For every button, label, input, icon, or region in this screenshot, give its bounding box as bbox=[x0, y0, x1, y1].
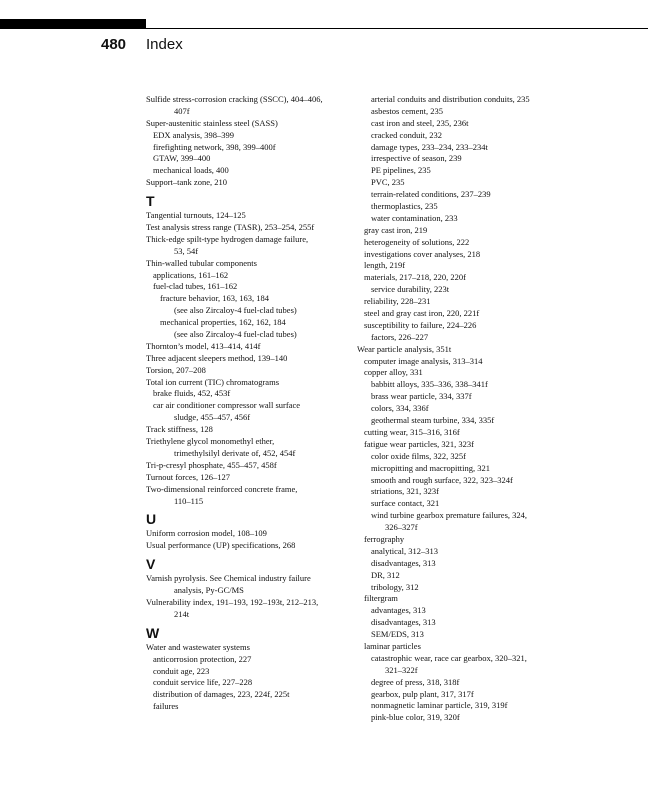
index-entry: computer image analysis, 313–314 bbox=[364, 355, 483, 366]
index-entry: PE pipelines, 235 bbox=[371, 165, 431, 176]
index-entry: PVC, 235 bbox=[371, 177, 405, 188]
index-entry: micropitting and macropitting, 321 bbox=[371, 462, 490, 473]
index-entry: pink-blue color, 319, 320f bbox=[371, 712, 460, 723]
index-entry: gray cast iron, 219 bbox=[364, 224, 428, 235]
index-column-left bbox=[146, 94, 361, 713]
index-entry: mechanical properties, 162, 162, 184 bbox=[160, 317, 286, 328]
index-entry: 214t bbox=[174, 608, 190, 619]
index-entry: Torsion, 207–208 bbox=[146, 364, 206, 375]
index-entry: Usual performance (UP) specifications, 268 bbox=[146, 540, 296, 551]
index-entry: anticorrosion protection, 227 bbox=[153, 653, 252, 664]
section-letter-t: T bbox=[146, 193, 155, 210]
index-entry: disadvantages, 313 bbox=[371, 557, 436, 568]
index-entry: Thin-walled tubular components bbox=[146, 257, 257, 268]
index-entry: Sulfide stress-corrosion cracking (SSCC), 404–406, bbox=[146, 94, 323, 104]
index-entry: surface contact, 321 bbox=[371, 498, 440, 509]
index-entry: advantages, 313 bbox=[371, 605, 426, 616]
index-entry: cutting wear, 315–316, 316f bbox=[364, 426, 460, 437]
index-entry: filtergram bbox=[364, 593, 398, 604]
index-entry: distribution of damages, 223, 224f, 225t bbox=[153, 689, 290, 700]
index-entry: failures bbox=[153, 701, 179, 712]
index-entry: nonmagnetic laminar particle, 319, 319f bbox=[371, 700, 508, 711]
index-entry: Three adjacent sleepers method, 139–140 bbox=[146, 352, 288, 363]
index-entry: factors, 226–227 bbox=[371, 331, 429, 342]
index-entry: susceptibility to failure, 224–226 bbox=[364, 319, 477, 330]
index-entry: 407f bbox=[174, 105, 190, 116]
index-entry: 321–322f bbox=[385, 664, 418, 675]
index-entry: steel and gray cast iron, 220, 221f bbox=[364, 308, 480, 319]
index-entry: Triethylene glycol monomethyl ether, bbox=[146, 436, 275, 447]
index-entry: analytical, 312–313 bbox=[371, 545, 439, 556]
index-entry: brass wear particle, 334, 337f bbox=[371, 391, 472, 402]
index-entry: materials, 217–218, 220, 220f bbox=[364, 272, 466, 283]
index-entry: fracture behavior, 163, 163, 184 bbox=[160, 293, 269, 304]
index-entry: (see also Zircaloy-4 fuel-clad tubes) bbox=[174, 305, 297, 316]
index-entry: cast iron and steel, 235, 236t bbox=[371, 117, 469, 128]
index-entry: arterial conduits and distribution conduits, 235 bbox=[371, 94, 530, 104]
index-entry: disadvantages, 313 bbox=[371, 617, 436, 628]
index-entry: geothermal steam turbine, 334, 335f bbox=[371, 415, 495, 426]
index-entry: damage types, 233–234, 233–234t bbox=[371, 141, 488, 152]
page-number: 480 bbox=[101, 36, 127, 53]
index-entry: irrespective of season, 239 bbox=[371, 153, 462, 164]
index-entry: Tri-p-cresyl phosphate, 455–457, 458f bbox=[146, 459, 277, 470]
header-rule bbox=[146, 28, 648, 29]
index-entry: gearbox, pulp plant, 317, 317f bbox=[371, 688, 474, 699]
index-entry: car air conditioner compressor wall surface bbox=[153, 400, 301, 411]
index-entry: degree of press, 318, 318f bbox=[371, 676, 460, 687]
section-letter-u: U bbox=[146, 511, 157, 528]
index-entry: 110–115 bbox=[174, 495, 204, 506]
index-entry: fatigue wear particles, 321, 323f bbox=[364, 438, 474, 449]
index-entry: applications, 161–162 bbox=[153, 269, 229, 280]
index-entry: Two-dimensional reinforced concrete frame, bbox=[146, 483, 298, 494]
index-entry: copper alloy, 331 bbox=[364, 367, 423, 378]
index-entry: DR, 312 bbox=[371, 569, 400, 580]
index-entry: ferrography bbox=[364, 533, 405, 544]
index-entry: reliability, 228–231 bbox=[364, 296, 431, 307]
index-entry: GTAW, 399–400 bbox=[153, 153, 211, 164]
page-title: Index bbox=[146, 36, 183, 53]
index-entry: fuel-clad tubes, 161–162 bbox=[153, 281, 238, 292]
index-entry: terrain-related conditions, 237–239 bbox=[371, 189, 491, 200]
index-entry: brake fluids, 452, 453f bbox=[153, 388, 231, 399]
header-bar bbox=[0, 19, 146, 29]
index-entry: mechanical loads, 400 bbox=[153, 165, 229, 176]
index-entry: Track stiffness, 128 bbox=[146, 424, 213, 435]
index-entry: investigations cover analyses, 218 bbox=[364, 248, 481, 259]
index-entry: Varnish pyrolysis. See Chemical industry failure bbox=[146, 573, 311, 584]
index-entry: Super-austenitic stainless steel (SASS) bbox=[146, 117, 278, 128]
index-entry: Tangential turnouts, 124–125 bbox=[146, 210, 246, 221]
index-entry: Wear particle analysis, 351t bbox=[357, 343, 452, 354]
index-entry: tribology, 312 bbox=[371, 581, 419, 592]
index-entry: wind turbine gearbox premature failures, 324, bbox=[371, 510, 528, 521]
index-entry: conduit service life, 227–228 bbox=[153, 677, 253, 688]
index-entry: trimethylsilyl derivate of, 452, 454f bbox=[174, 447, 296, 458]
index-entry: heterogeneity of solutions, 222 bbox=[364, 236, 470, 247]
index-entry: smooth and rough surface, 322, 323–324f bbox=[371, 474, 513, 485]
index-entry: asbestos cement, 235 bbox=[371, 105, 443, 116]
section-letter-v: V bbox=[146, 556, 156, 573]
index-entry: cracked conduit, 232 bbox=[371, 129, 443, 140]
index-entry: Vulnerability index, 191–193, 192–193t, 212–213, bbox=[146, 596, 319, 607]
index-entry: service durability, 223t bbox=[371, 284, 450, 295]
index-entry: firefighting network, 398, 399–400f bbox=[153, 141, 276, 152]
index-entry: 53, 54f bbox=[174, 245, 199, 256]
index-entry: sludge, 455–457, 456f bbox=[174, 412, 251, 423]
index-entry: babbitt alloys, 335–336, 338–341f bbox=[371, 379, 488, 390]
index-entry: Water and wastewater systems bbox=[146, 641, 250, 652]
index-entry: EDX analysis, 398–399 bbox=[153, 129, 234, 140]
index-entry: (see also Zircaloy-4 fuel-clad tubes) bbox=[174, 329, 297, 340]
index-entry: Thornton’s model, 413–414, 414f bbox=[146, 340, 261, 351]
index-entry: Support–tank zone, 210 bbox=[146, 177, 227, 188]
index-entry: analysis, Py-GC/MS bbox=[174, 585, 244, 596]
index-entry: Total ion current (TIC) chromatograms bbox=[146, 376, 279, 387]
index-entry: color oxide films, 322, 325f bbox=[371, 450, 466, 461]
index-entry: striations, 321, 323f bbox=[371, 486, 439, 497]
index-entry: catastrophic wear, race car gearbox, 320–321, bbox=[371, 652, 527, 663]
index-entry: Thick-edge spilt-type hydrogen damage failure, bbox=[146, 233, 309, 244]
section-letter-w: W bbox=[146, 624, 160, 641]
index-entry: conduit age, 223 bbox=[153, 665, 210, 676]
index-entry: length, 219f bbox=[364, 260, 406, 271]
index-entry: water contamination, 233 bbox=[371, 212, 458, 223]
index-column-right bbox=[357, 94, 572, 724]
index-entry: Test analysis stress range (TASR), 253–254, 255f bbox=[146, 222, 315, 233]
index-entry: Turnout forces, 126–127 bbox=[146, 471, 230, 482]
index-entry: thermoplastics, 235 bbox=[371, 201, 438, 212]
index-entry: Uniform corrosion model, 108–109 bbox=[146, 528, 267, 539]
index-entry: colors, 334, 336f bbox=[371, 403, 429, 414]
index-entry: laminar particles bbox=[364, 640, 421, 651]
index-entry: SEM/EDS, 313 bbox=[371, 629, 424, 640]
index-entry: 326–327f bbox=[385, 522, 418, 533]
